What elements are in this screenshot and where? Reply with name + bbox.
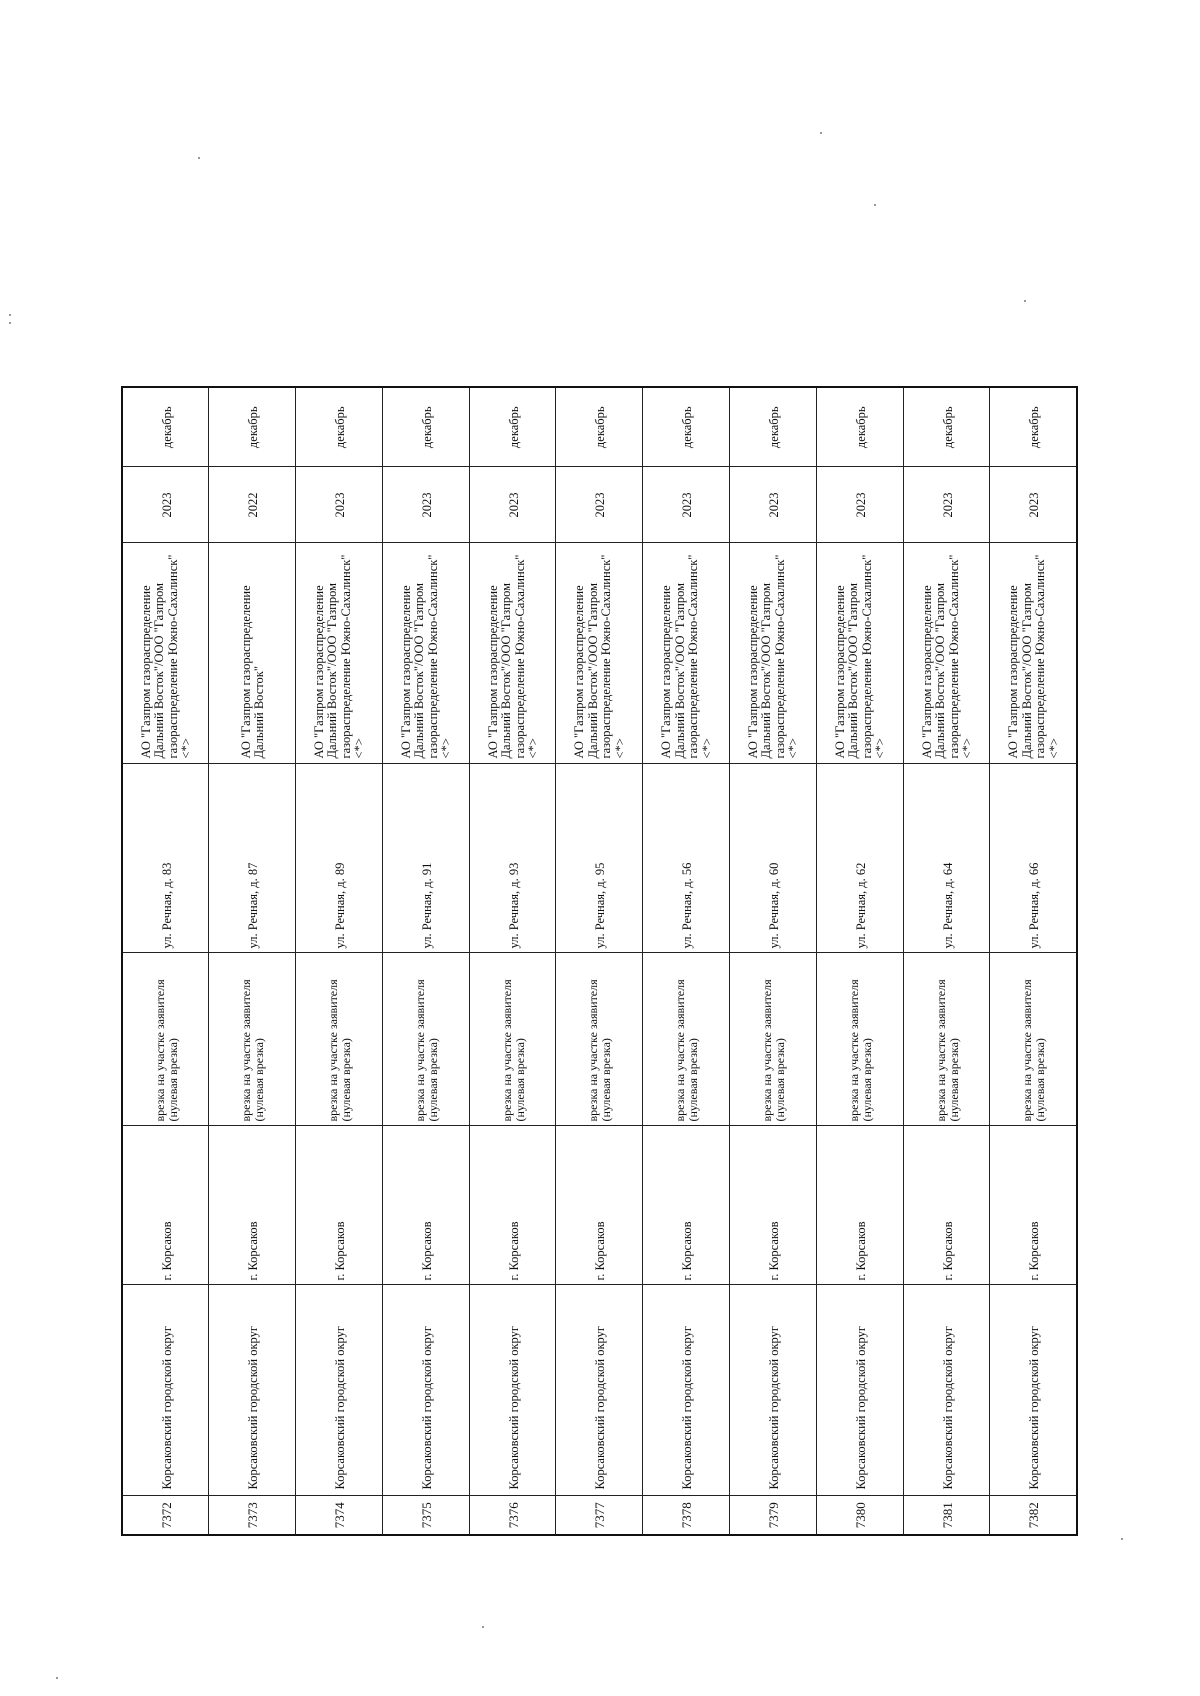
cell-number: 7380 xyxy=(816,1496,903,1535)
scan-speck xyxy=(1121,1538,1123,1540)
cell-number: 7376 xyxy=(469,1496,556,1535)
cell-address: ул. Речная, д. 93 xyxy=(469,764,556,953)
cell-district: Корсаковский городской округ xyxy=(469,1285,556,1496)
cell-year: 2023 xyxy=(556,467,643,543)
cell-year: 2023 xyxy=(990,467,1077,543)
table-row xyxy=(903,387,990,1535)
cell-address: ул. Речная, д. 60 xyxy=(730,764,817,953)
cell-month: декабрь xyxy=(122,387,209,467)
cell-work-type: врезка на участке заявителя (нулевая врезка) xyxy=(382,953,469,1126)
cell-city: г. Корсаков xyxy=(122,1126,209,1285)
cell-organization: АО "Газпром газораспределение Дальний Восток"/ООО "Газпром газораспределение Южно-Сахалинск" <*> xyxy=(296,543,383,764)
cell-month: декабрь xyxy=(382,387,469,467)
cell-year: 2023 xyxy=(382,467,469,543)
table-row xyxy=(382,387,469,1535)
gasification-table xyxy=(121,386,1078,1536)
table-body xyxy=(122,387,1077,1535)
cell-organization: АО "Газпром газораспределение Дальний Восток"/ООО "Газпром газораспределение Южно-Сахалинск" <*> xyxy=(122,543,209,764)
cell-city: г. Корсаков xyxy=(903,1126,990,1285)
scan-speck xyxy=(482,1626,484,1628)
cell-organization: АО "Газпром газораспределение Дальний Восток" xyxy=(209,543,296,764)
cell-work-type: врезка на участке заявителя (нулевая врезка) xyxy=(469,953,556,1126)
cell-month: декабрь xyxy=(730,387,817,467)
table-row xyxy=(209,387,296,1535)
cell-district: Корсаковский городской округ xyxy=(730,1285,817,1496)
scan-speck xyxy=(9,322,11,324)
cell-number: 7372 xyxy=(122,1496,209,1535)
cell-number: 7378 xyxy=(643,1496,730,1535)
cell-organization: АО "Газпром газораспределение Дальний Восток"/ООО "Газпром газораспределение Южно-Сахалинск" <*> xyxy=(903,543,990,764)
cell-month: декабрь xyxy=(296,387,383,467)
table-row xyxy=(296,387,383,1535)
cell-work-type: врезка на участке заявителя (нулевая врезка) xyxy=(990,953,1077,1126)
cell-organization: АО "Газпром газораспределение Дальний Восток"/ООО "Газпром газораспределение Южно-Сахалинск" <*> xyxy=(990,543,1077,764)
cell-city: г. Корсаков xyxy=(296,1126,383,1285)
cell-district: Корсаковский городской округ xyxy=(382,1285,469,1496)
cell-city: г. Корсаков xyxy=(209,1126,296,1285)
cell-work-type: врезка на участке заявителя (нулевая врезка) xyxy=(556,953,643,1126)
cell-work-type: врезка на участке заявителя (нулевая врезка) xyxy=(122,953,209,1126)
cell-number: 7379 xyxy=(730,1496,817,1535)
cell-month: декабрь xyxy=(816,387,903,467)
table-row xyxy=(990,387,1077,1535)
cell-address: ул. Речная, д. 89 xyxy=(296,764,383,953)
cell-year: 2023 xyxy=(469,467,556,543)
cell-address: ул. Речная, д. 56 xyxy=(643,764,730,953)
cell-month: декабрь xyxy=(469,387,556,467)
scan-speck xyxy=(820,132,822,134)
table-row xyxy=(556,387,643,1535)
scan-speck xyxy=(56,1677,58,1679)
cell-organization: АО "Газпром газораспределение Дальний Восток"/ООО "Газпром газораспределение Южно-Сахалинск" <*> xyxy=(556,543,643,764)
cell-city: г. Корсаков xyxy=(469,1126,556,1285)
cell-district: Корсаковский городской округ xyxy=(643,1285,730,1496)
cell-city: г. Корсаков xyxy=(382,1126,469,1285)
scan-speck xyxy=(9,314,11,316)
cell-year: 2023 xyxy=(903,467,990,543)
cell-work-type: врезка на участке заявителя (нулевая врезка) xyxy=(816,953,903,1126)
cell-address: ул. Речная, д. 83 xyxy=(122,764,209,953)
cell-work-type: врезка на участке заявителя (нулевая врезка) xyxy=(296,953,383,1126)
cell-address: ул. Речная, д. 95 xyxy=(556,764,643,953)
cell-city: г. Корсаков xyxy=(730,1126,817,1285)
cell-number: 7374 xyxy=(296,1496,383,1535)
cell-number: 7373 xyxy=(209,1496,296,1535)
cell-number: 7381 xyxy=(903,1496,990,1535)
cell-city: г. Корсаков xyxy=(556,1126,643,1285)
cell-organization: АО "Газпром газораспределение Дальний Восток"/ООО "Газпром газораспределение Южно-Сахалинск" <*> xyxy=(816,543,903,764)
cell-address: ул. Речная, д. 91 xyxy=(382,764,469,953)
cell-district: Корсаковский городской округ xyxy=(122,1285,209,1496)
cell-address: ул. Речная, д. 64 xyxy=(903,764,990,953)
cell-city: г. Корсаков xyxy=(643,1126,730,1285)
cell-organization: АО "Газпром газораспределение Дальний Восток"/ООО "Газпром газораспределение Южно-Сахалинск" <*> xyxy=(469,543,556,764)
table-row xyxy=(469,387,556,1535)
cell-year: 2023 xyxy=(816,467,903,543)
cell-address: ул. Речная, д. 62 xyxy=(816,764,903,953)
cell-district: Корсаковский городской округ xyxy=(296,1285,383,1496)
scan-speck xyxy=(1024,300,1026,302)
table-row xyxy=(816,387,903,1535)
cell-organization: АО "Газпром газораспределение Дальний Восток"/ООО "Газпром газораспределение Южно-Сахалинск" <*> xyxy=(730,543,817,764)
rotated-table-wrapper xyxy=(121,388,1076,1536)
cell-year: 2022 xyxy=(209,467,296,543)
cell-district: Корсаковский городской округ xyxy=(209,1285,296,1496)
cell-number: 7382 xyxy=(990,1496,1077,1535)
cell-district: Корсаковский городской округ xyxy=(556,1285,643,1496)
cell-year: 2023 xyxy=(296,467,383,543)
table-row xyxy=(122,387,209,1535)
cell-city: г. Корсаков xyxy=(990,1126,1077,1285)
cell-organization: АО "Газпром газораспределение Дальний Восток"/ООО "Газпром газораспределение Южно-Сахалинск" <*> xyxy=(643,543,730,764)
scan-speck xyxy=(198,157,200,159)
cell-year: 2023 xyxy=(122,467,209,543)
cell-month: декабрь xyxy=(990,387,1077,467)
cell-organization: АО "Газпром газораспределение Дальний Восток"/ООО "Газпром газораспределение Южно-Сахалинск" <*> xyxy=(382,543,469,764)
cell-work-type: врезка на участке заявителя (нулевая врезка) xyxy=(643,953,730,1126)
table-row xyxy=(730,387,817,1535)
cell-work-type: врезка на участке заявителя (нулевая врезка) xyxy=(730,953,817,1126)
cell-district: Корсаковский городской округ xyxy=(816,1285,903,1496)
cell-year: 2023 xyxy=(730,467,817,543)
cell-address: ул. Речная, д. 66 xyxy=(990,764,1077,953)
cell-district: Корсаковский городской округ xyxy=(903,1285,990,1496)
cell-month: декабрь xyxy=(643,387,730,467)
cell-month: декабрь xyxy=(209,387,296,467)
cell-month: декабрь xyxy=(903,387,990,467)
cell-year: 2023 xyxy=(643,467,730,543)
cell-number: 7375 xyxy=(382,1496,469,1535)
cell-number: 7377 xyxy=(556,1496,643,1535)
cell-month: декабрь xyxy=(556,387,643,467)
cell-city: г. Корсаков xyxy=(816,1126,903,1285)
cell-work-type: врезка на участке заявителя (нулевая врезка) xyxy=(903,953,990,1126)
cell-address: ул. Речная, д. 87 xyxy=(209,764,296,953)
table-row xyxy=(643,387,730,1535)
cell-work-type: врезка на участке заявителя (нулевая врезка) xyxy=(209,953,296,1126)
cell-district: Корсаковский городской округ xyxy=(990,1285,1077,1496)
scan-speck xyxy=(874,204,876,206)
